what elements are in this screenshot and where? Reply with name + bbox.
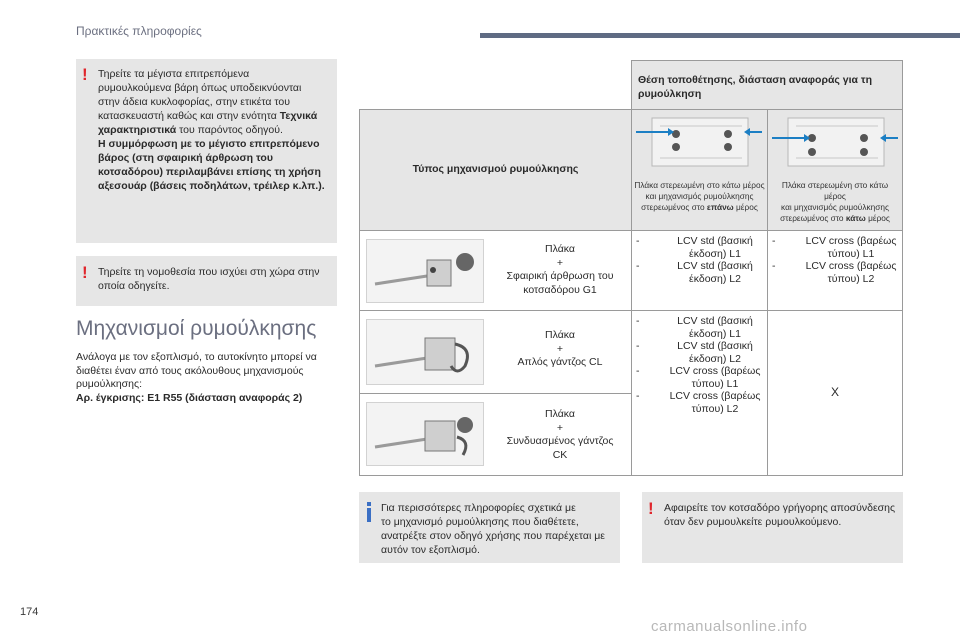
- table-header-type-text: Τύπος μηχανισμού ρυμούλκησης: [412, 163, 579, 176]
- table-row-type-ck: [359, 393, 632, 476]
- type-line: Απλός γάντζος CL: [517, 356, 603, 368]
- table-header-type: [359, 109, 632, 231]
- warning-emph: Τεχνικά: [279, 110, 318, 122]
- vehicle-line: LCV cross (βαρέως: [805, 260, 897, 272]
- vehicle-line: LCV cross (βαρέως: [805, 235, 897, 247]
- vehicle-line: τύπου) L2: [827, 272, 875, 285]
- approval-number: Αρ. έγκρισης: E1 R55 (διάσταση αναφοράς 2): [76, 391, 303, 404]
- table-r23-lower: [767, 310, 903, 476]
- table-header-position: [631, 60, 903, 110]
- type-line: κοτσαδόρου G1: [523, 283, 597, 296]
- towing-table: [359, 60, 903, 476]
- warning-box-weights: [76, 59, 337, 243]
- warning-line: ρυμουλκούμενα βάρη όπως υποδεικνύονται: [98, 82, 302, 94]
- type-line: CK: [552, 448, 568, 461]
- table-header-position-text: Θέση τοποθέτησης, διάσταση αναφοράς για τη ρυμούλκηση: [638, 74, 873, 100]
- dash: -: [636, 365, 640, 377]
- warning-line: Τηρείτε τη νομοθεσία που ισχύει στη χώρα στην: [98, 266, 320, 278]
- table-r23-upper: [631, 310, 768, 476]
- vehicle-line: LCV std (βασική: [677, 340, 753, 352]
- vehicle-line: έκδοση) L2: [689, 352, 741, 365]
- warning-icon: !: [648, 499, 654, 518]
- dash: -: [636, 260, 640, 272]
- mount-diagram-lower: [768, 112, 902, 182]
- vehicle-line: LCV std (βασική: [677, 260, 753, 272]
- warning-bold-line: βάρος (στη σφαιρική άρθρωση του: [98, 152, 273, 164]
- warning-icon: !: [82, 263, 88, 282]
- table-row-type-g1: [359, 230, 632, 311]
- warning-box-legislation: [76, 256, 337, 306]
- warning-line: Αφαιρείτε τον κοτσαδόρο γρήγορης αποσύνδεσης: [664, 502, 896, 514]
- type-line: Συνδυασμένος γάντζος: [506, 435, 614, 447]
- warning-bold-line: κοτσαδόρου) περιλαμβάνει επίσης τη χρήση: [98, 166, 321, 178]
- section-title: Μηχανισμοί ρυμούλκησης: [76, 317, 317, 340]
- warning-bold-line: αξεσουάρ (βάσεις ποδηλάτων, τρέιλερ κ.λπ.).: [98, 180, 325, 192]
- warning-line: του παρόντος οδηγού.: [176, 124, 283, 136]
- type-line: +: [556, 342, 564, 355]
- caption-line: και μηχανισμός ρυμούλκησης: [781, 202, 889, 212]
- dash: -: [636, 390, 640, 402]
- caption-line: στερεωμένος στο: [641, 202, 707, 212]
- warning-line: Τηρείτε τα μέγιστα επιτρεπόμενα: [98, 68, 250, 80]
- section-paragraph: [76, 351, 338, 405]
- vehicle-line: τύπου) L2: [691, 402, 739, 415]
- warning-line: όταν δεν ρυμουλκείτε ρυμουλκούμενο.: [664, 516, 842, 528]
- warning-bold-line: Η συμμόρφωση με το μέγιστο επιτρεπόμενο: [98, 138, 320, 150]
- hook-ck-image: [366, 402, 484, 466]
- warning-line: κατασκευαστή καθώς και στην ενότητα: [98, 110, 280, 122]
- paragraph-line: διαθέτει έναν από τους ακόλουθους μηχανισμούς: [76, 364, 304, 377]
- dash: -: [636, 235, 640, 247]
- page-number: 174: [20, 606, 39, 618]
- header-bar: [480, 33, 960, 38]
- warning-line: στην άδεια κυκλοφορίας, στην ετικέτα του: [98, 96, 290, 108]
- caption-line: Πλάκα στερεωμένη στο κάτω μέρος: [781, 180, 889, 201]
- caption-line: Πλάκα στερεωμένη στο κάτω μέρος: [634, 180, 765, 190]
- info-line: ανατρέξτε στον οδηγό χρήσης που παρέχεται με: [381, 530, 605, 542]
- info-line: Για περισσότερες πληροφορίες σχετικά με: [381, 502, 576, 514]
- type-line: +: [556, 421, 564, 434]
- info-line: αυτόν τον εξοπλισμό.: [381, 544, 480, 556]
- table-col-lower-mount: [767, 109, 903, 231]
- warning-emph: χαρακτηριστικά: [98, 124, 177, 136]
- caption-line: και μηχανισμός ρυμούλκησης: [645, 191, 754, 201]
- caption-line: στερεωμένος στο: [780, 213, 846, 223]
- type-line: +: [556, 256, 564, 269]
- table-row-type-cl: [359, 310, 632, 394]
- vehicle-line: LCV cross (βαρέως: [669, 365, 761, 377]
- warning-line: οποία οδηγείτε.: [98, 280, 170, 292]
- dash: -: [636, 315, 640, 327]
- vehicle-line: έκδοση) L1: [689, 327, 741, 340]
- mount-diagram-upper: [632, 112, 767, 182]
- table-col-upper-mount: [631, 109, 768, 231]
- type-line: Σφαιρική άρθρωση του: [506, 270, 614, 282]
- caption-line: μέρος: [865, 213, 890, 223]
- warning-box-quick-release: [642, 492, 903, 563]
- info-line: το μηχανισμό ρυμούλκησης που διαθέτετε,: [381, 516, 579, 528]
- caption-emph: επάνω: [706, 202, 734, 212]
- dash: -: [636, 340, 640, 352]
- caption-emph: κάτω: [845, 213, 866, 223]
- vehicle-line: έκδοση) L1: [689, 247, 741, 260]
- type-line: Πλάκα: [545, 329, 575, 341]
- info-box: [359, 492, 620, 563]
- table-r1-upper: [631, 230, 768, 311]
- warning-icon: !: [82, 65, 88, 84]
- type-line: Πλάκα: [545, 408, 575, 420]
- caption-line: μέρος: [733, 202, 758, 212]
- table-r1-lower: [767, 230, 903, 311]
- info-icon: [367, 508, 371, 522]
- dash: -: [772, 260, 776, 272]
- vehicle-line: LCV std (βασική: [677, 315, 753, 327]
- vehicle-line: τύπου) L1: [691, 377, 739, 390]
- paragraph-line: Ανάλογα με τον εξοπλισμό, το αυτοκίνητο μπορεί να: [76, 351, 317, 363]
- dash: -: [772, 235, 776, 247]
- hook-cl-image: [366, 319, 484, 385]
- vehicle-line: LCV cross (βαρέως: [669, 390, 761, 402]
- towbar-ball-image: [366, 239, 484, 303]
- paragraph-line: ρυμούλκησης:: [76, 378, 142, 390]
- vehicle-line: LCV std (βασική: [677, 235, 753, 247]
- not-applicable-mark: X: [830, 385, 839, 400]
- type-line: Πλάκα: [545, 243, 575, 255]
- vehicle-line: έκδοση) L2: [689, 272, 741, 285]
- watermark: carmanualsonline.info: [651, 618, 808, 635]
- vehicle-line: τύπου) L1: [827, 247, 875, 260]
- header-title: Πρακτικές πληροφορίες: [76, 24, 202, 38]
